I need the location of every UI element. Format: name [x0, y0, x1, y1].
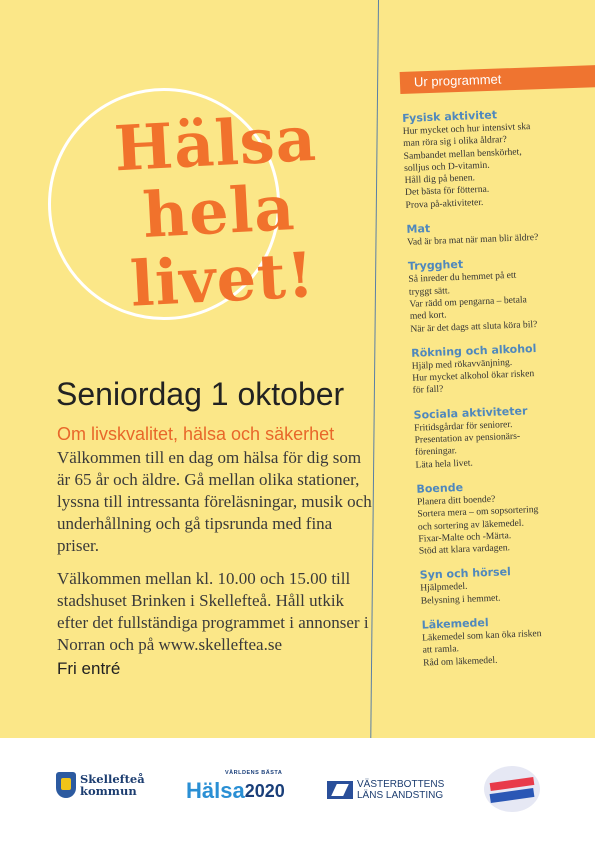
- section-heading: Fysisk aktivitet: [402, 108, 498, 125]
- skelleftea-word-1: Skellefteå: [80, 772, 145, 786]
- section-line: för fall?: [412, 384, 444, 397]
- section-line: Håll dig på benen.: [404, 172, 476, 187]
- section-heading: Boende: [416, 480, 464, 496]
- headline-line-2: hela: [141, 171, 297, 252]
- section-line: Belysning i hemmet.: [420, 592, 501, 607]
- section-line: att ramla.: [422, 643, 460, 656]
- section-line: Stöd att klara vardagen.: [418, 542, 511, 557]
- program-banner: [400, 65, 595, 94]
- skelleftea-logo: [56, 772, 145, 798]
- section-heading: Sociala aktiviteter: [413, 404, 528, 422]
- program-section: [406, 216, 579, 249]
- info-paragraph: Välkommen mellan kl. 10.00 och 15.00 till stadshuset Brinken i Skellefteå. Håll utkik efter det fullständiga programmet i annonser i Norran och på www.skelleftea.se: [57, 569, 369, 654]
- section-line: och sortering av läkemedel.: [417, 517, 525, 533]
- section-line: Läkemedel som kan öka risken: [422, 628, 542, 644]
- badge-logo: [484, 766, 540, 812]
- section-heading: Mat: [406, 222, 431, 236]
- program-section: [402, 105, 578, 212]
- section-line: Hjälpmedel.: [420, 581, 468, 595]
- section-line: föreningar.: [414, 445, 458, 459]
- section-line: Planera ditt boende?: [416, 493, 496, 508]
- intro-paragraph: Välkommen till en dag om hälsa för dig som är 65 år och äldre. Gå mellan olika stationer, lyssna till intressanta föreläsningar, musik och underhållning och gå tipsrunda med fina priser.: [57, 448, 372, 555]
- program-section: [416, 476, 591, 558]
- vll-word-1: VÄSTERBOTTENS: [357, 779, 445, 790]
- skelleftea-word-2: kommun: [80, 784, 137, 798]
- section-line: Var rädd om pengarna – betala: [409, 294, 527, 310]
- skelleftea-wordmark: [80, 773, 145, 797]
- section-line: Sortera mera – om sopsortering: [417, 504, 539, 520]
- vll-word-2: LÄNS LANDSTING: [357, 790, 444, 801]
- headline-line-1: Hälsa: [112, 101, 319, 186]
- section-line: Vad är bra mat när man blir äldre?: [406, 231, 539, 248]
- section-heading: Syn och hörsel: [419, 565, 512, 583]
- section-line: Sambandet mellan benskörhet,: [403, 146, 522, 162]
- program-section: [421, 612, 595, 669]
- section-line: Hjälp med rökavvänjning.: [411, 356, 513, 372]
- section-line: med kort.: [409, 309, 447, 323]
- section-line: Det bästa för fötterna.: [404, 184, 490, 199]
- section-line: man röra sig i olika åldrar?: [403, 134, 507, 150]
- headline: [69, 103, 369, 322]
- admission-text: Fri entré: [57, 659, 121, 678]
- program-section: [420, 562, 593, 607]
- headline-line-3: livet!: [128, 238, 317, 321]
- section-line: Fritidsgårdar för seniorer.: [413, 418, 513, 434]
- section-line: Hur mycket alkohol ökar risken: [412, 368, 535, 384]
- program-section: [413, 402, 587, 472]
- halsa-year: 2020: [244, 780, 285, 801]
- section-line: Råd om läkemedel.: [422, 654, 498, 669]
- program-banner-label: Ur programmet: [413, 71, 502, 90]
- section-line: Prova på-aktiviteter.: [405, 196, 484, 211]
- halsa-2020-logo: [186, 778, 285, 804]
- vll-logo: [327, 779, 444, 801]
- section-line: tryggt sätt.: [408, 284, 451, 298]
- event-title: Seniordag 1 oktober: [56, 376, 345, 412]
- section-heading: Trygghet: [407, 258, 464, 274]
- section-heading: Rökning och alkohol: [411, 341, 537, 360]
- program-section: [408, 254, 583, 336]
- program-list: [402, 105, 595, 680]
- event-subtitle: Om livskvalitet, hälsa och säkerhet: [57, 424, 335, 444]
- vll-mark-icon: [327, 781, 353, 799]
- section-line: Hur mycket och hur intensivt ska: [402, 121, 531, 137]
- section-line: Fixar-Malte och -Märta.: [418, 529, 512, 545]
- halsa-tagline: VÄRLDENS BÄSTA: [225, 770, 283, 776]
- section-line: solljus och D-vitamin.: [403, 159, 490, 174]
- section-line: Presentation av pensionärs-: [414, 430, 521, 446]
- program-section: [411, 340, 585, 397]
- section-line: Så inreder du hemmet på ett: [408, 270, 517, 286]
- section-line: Läta hela livet.: [415, 457, 474, 471]
- shield-icon: [56, 772, 76, 798]
- section-heading: Läkemedel: [421, 616, 489, 632]
- section-line: När är det dags att sluta köra bil?: [410, 318, 538, 335]
- vll-wordmark: [357, 779, 444, 801]
- badge-icon: [484, 766, 540, 812]
- halsa-word: Hälsa: [186, 778, 245, 803]
